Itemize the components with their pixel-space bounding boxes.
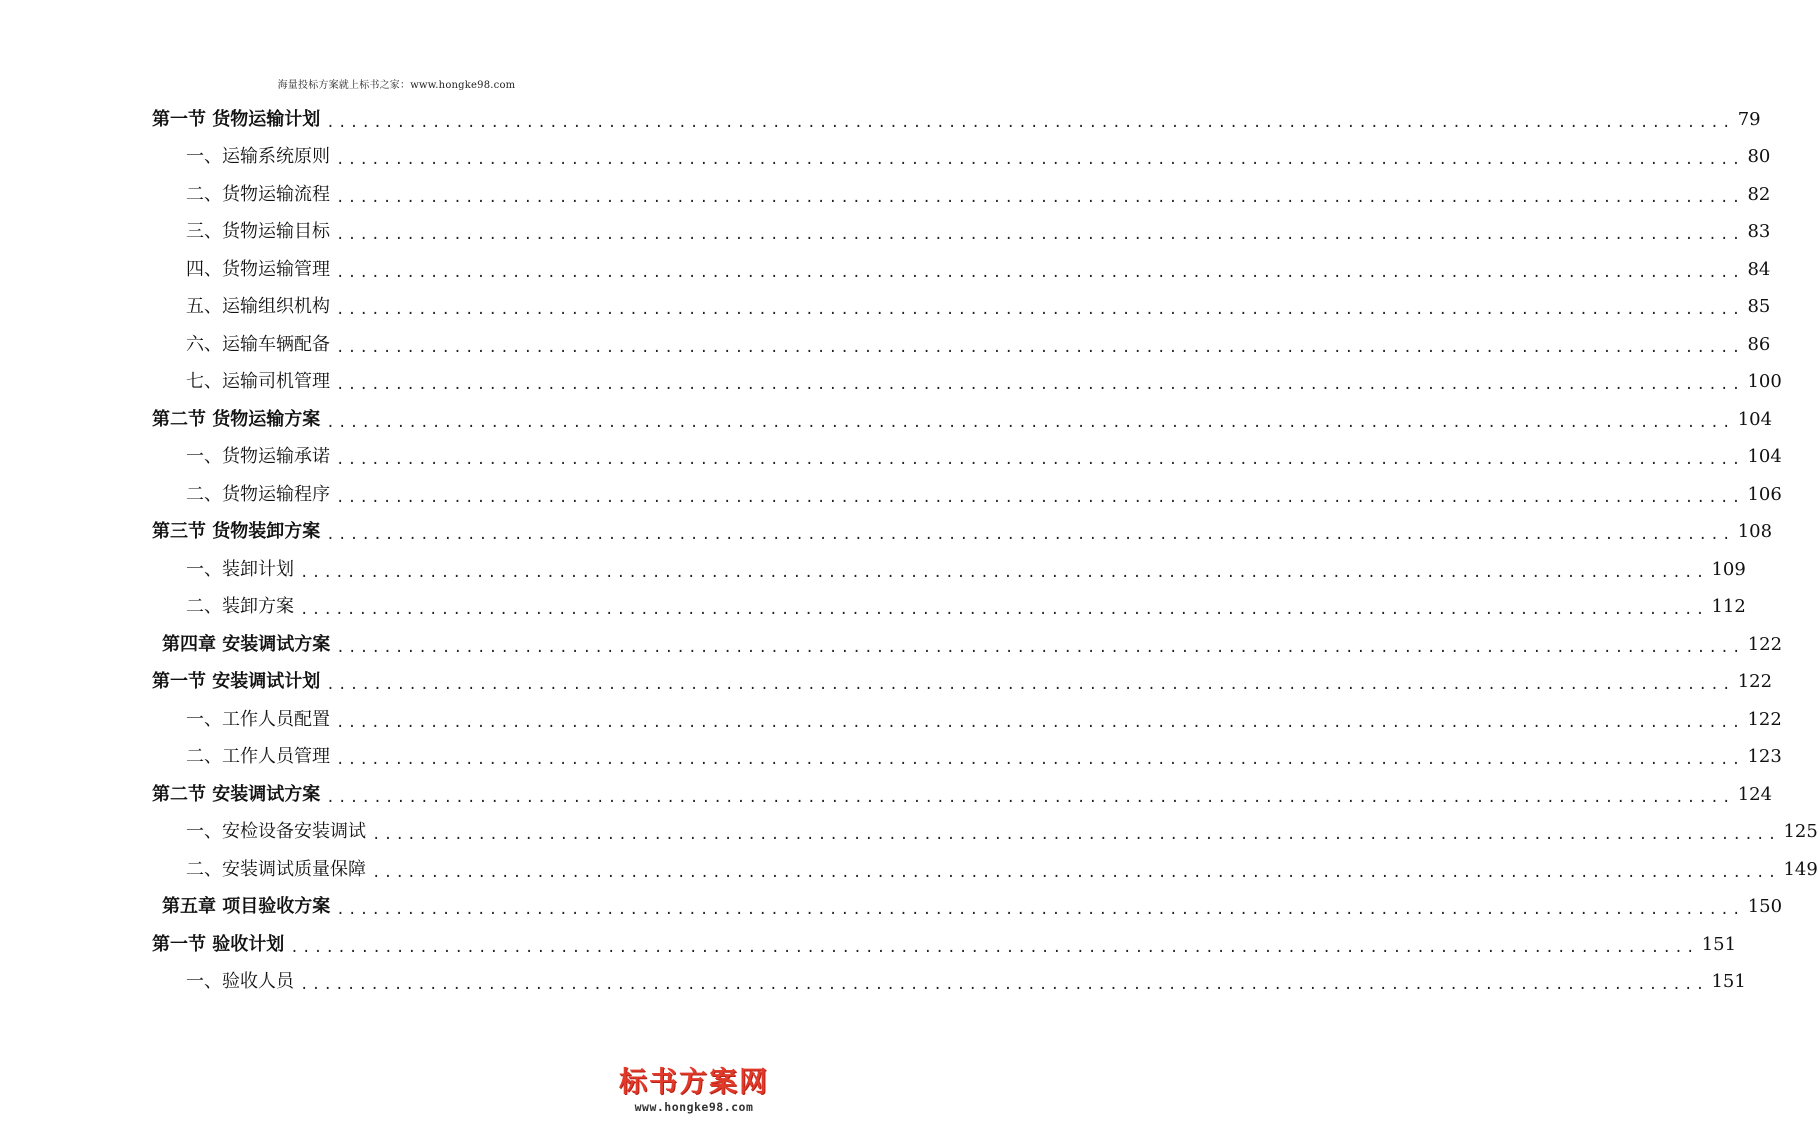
toc-dot-leader: ........................................................................................................................ xyxy=(336,639,1744,656)
toc-entry-item[interactable] xyxy=(0,814,1818,852)
toc-dot-leader: ........................................................................................................................ xyxy=(326,414,1734,431)
toc-entry-page-number: 122 xyxy=(1737,671,1773,693)
toc-entry-item[interactable] xyxy=(0,176,1771,214)
toc-dot-leader: ........................................................................................................................ xyxy=(336,902,1744,919)
toc-entry-label: 一、安检设备安装调试 xyxy=(186,823,372,841)
toc-entry-label: 一、工作人员配置 xyxy=(186,711,336,729)
toc-entry-section[interactable] xyxy=(0,926,1737,964)
toc-entry-label: 第五章 项目验收方案 xyxy=(162,898,336,916)
toc-dot-leader: ........................................................................................................................ xyxy=(336,339,1744,356)
toc-entry-label: 第三节 货物装卸方案 xyxy=(152,523,326,541)
toc-entry-page-number: 151 xyxy=(1711,971,1746,993)
toc-entry-page-number: 79 xyxy=(1737,108,1761,130)
toc-dot-leader: ........................................................................................................................ xyxy=(336,714,1744,731)
toc-entry-section[interactable] xyxy=(0,401,1773,439)
toc-entry-page-number: 85 xyxy=(1747,296,1771,318)
toc-entry-page-number: 100 xyxy=(1747,371,1782,393)
toc-entry-item[interactable] xyxy=(0,964,1746,1002)
toc-entry-page-number: 109 xyxy=(1711,558,1746,580)
toc-entry-page-number: 150 xyxy=(1747,896,1783,918)
toc-entry-label: 第一节 货物运输计划 xyxy=(152,111,326,129)
toc-dot-leader: ........................................................................................................................ xyxy=(336,152,1744,169)
toc-entry-item[interactable] xyxy=(0,851,1818,889)
toc-entry-label: 第二节 安装调试方案 xyxy=(152,786,326,804)
page-header: 海量投标方案就上标书之家：www.hongke98.com xyxy=(277,80,516,91)
toc-dot-leader: ........................................................................................................................ xyxy=(336,377,1744,394)
watermark-url: www.hongke98.com xyxy=(634,1100,754,1114)
toc-entry-label: 一、装卸计划 xyxy=(186,561,300,579)
toc-entry-page-number: 104 xyxy=(1737,408,1773,430)
toc-dot-leader: ........................................................................................................................ xyxy=(326,527,1734,544)
table-of-contents xyxy=(0,101,1818,1001)
toc-entry-page-number: 82 xyxy=(1747,183,1771,205)
toc-dot-leader: ........................................................................................................................ xyxy=(372,827,1780,844)
toc-dot-leader: ........................................................................................................................ xyxy=(326,677,1734,694)
toc-dot-leader: ........................................................................................................................ xyxy=(336,227,1744,244)
watermark-title: 标书方案网 xyxy=(618,1065,769,1099)
toc-entry-page-number: 125 xyxy=(1783,821,1818,843)
toc-entry-page-number: 122 xyxy=(1747,633,1783,655)
toc-entry-page-number: 123 xyxy=(1747,746,1782,768)
toc-entry-label: 第一节 安装调试计划 xyxy=(152,673,326,691)
toc-dot-leader: ........................................................................................................................ xyxy=(336,752,1744,769)
toc-entry-page-number: 83 xyxy=(1747,221,1771,243)
toc-entry-page-number: 104 xyxy=(1747,446,1782,468)
toc-dot-leader: ........................................................................................................................ xyxy=(372,864,1780,881)
toc-entry-label: 五、运输组织机构 xyxy=(186,298,336,316)
toc-entry-label: 二、装卸方案 xyxy=(186,598,300,616)
toc-entry-label: 四、货物运输管理 xyxy=(186,261,336,279)
toc-entry-label: 第二节 货物运输方案 xyxy=(152,411,326,429)
toc-entry-item[interactable] xyxy=(0,364,1782,402)
toc-entry-section[interactable] xyxy=(0,664,1773,702)
watermark-logo xyxy=(609,1067,779,1114)
toc-entry-label: 二、工作人员管理 xyxy=(186,748,336,766)
toc-entry-chapter[interactable] xyxy=(0,626,1783,664)
toc-entry-page-number: 151 xyxy=(1701,933,1737,955)
toc-entry-item[interactable] xyxy=(0,214,1771,252)
toc-dot-leader: ........................................................................................................................ xyxy=(300,977,1708,994)
toc-dot-leader: ........................................................................................................................ xyxy=(336,189,1744,206)
toc-entry-chapter[interactable] xyxy=(0,889,1783,927)
toc-dot-leader: ........................................................................................................................ xyxy=(326,114,1734,131)
toc-entry-item[interactable] xyxy=(0,251,1771,289)
toc-entry-page-number: 80 xyxy=(1747,146,1771,168)
toc-entry-page-number: 108 xyxy=(1737,521,1773,543)
toc-entry-label: 一、货物运输承诺 xyxy=(186,448,336,466)
toc-entry-item[interactable] xyxy=(0,551,1746,589)
toc-entry-page-number: 124 xyxy=(1737,783,1773,805)
toc-dot-leader: ........................................................................................................................ xyxy=(290,939,1698,956)
toc-entry-label: 二、货物运输程序 xyxy=(186,486,336,504)
toc-entry-label: 二、安装调试质量保障 xyxy=(186,861,372,879)
toc-entry-section[interactable] xyxy=(0,101,1761,139)
toc-entry-section[interactable] xyxy=(0,514,1773,552)
toc-entry-item[interactable] xyxy=(0,701,1782,739)
toc-entry-item[interactable] xyxy=(0,289,1771,327)
toc-entry-label: 六、运输车辆配备 xyxy=(186,336,336,354)
toc-entry-page-number: 86 xyxy=(1747,333,1771,355)
toc-entry-label: 三、货物运输目标 xyxy=(186,223,336,241)
toc-entry-page-number: 106 xyxy=(1747,483,1782,505)
toc-entry-page-number: 112 xyxy=(1711,596,1746,618)
toc-dot-leader: ........................................................................................................................ xyxy=(336,264,1744,281)
toc-dot-leader: ........................................................................................................................ xyxy=(300,564,1708,581)
toc-entry-item[interactable] xyxy=(0,739,1782,777)
toc-entry-page-number: 149 xyxy=(1783,858,1818,880)
toc-dot-leader: ........................................................................................................................ xyxy=(336,489,1744,506)
toc-entry-label: 一、验收人员 xyxy=(186,973,300,991)
toc-dot-leader: ........................................................................................................................ xyxy=(326,789,1734,806)
toc-dot-leader: ........................................................................................................................ xyxy=(336,452,1744,469)
toc-dot-leader: ........................................................................................................................ xyxy=(336,302,1744,319)
toc-entry-item[interactable] xyxy=(0,139,1771,177)
toc-entry-label: 第一节 验收计划 xyxy=(152,936,290,954)
toc-entry-page-number: 84 xyxy=(1747,258,1771,280)
toc-entry-section[interactable] xyxy=(0,776,1773,814)
toc-entry-item[interactable] xyxy=(0,589,1746,627)
toc-entry-page-number: 122 xyxy=(1747,708,1782,730)
toc-entry-label: 第四章 安装调试方案 xyxy=(162,636,336,654)
toc-entry-item[interactable] xyxy=(0,439,1782,477)
toc-entry-label: 七、运输司机管理 xyxy=(186,373,336,391)
toc-dot-leader: ........................................................................................................................ xyxy=(300,602,1708,619)
toc-entry-label: 一、运输系统原则 xyxy=(186,148,336,166)
toc-entry-item[interactable] xyxy=(0,476,1782,514)
toc-entry-item[interactable] xyxy=(0,326,1771,364)
toc-entry-label: 二、货物运输流程 xyxy=(186,186,336,204)
